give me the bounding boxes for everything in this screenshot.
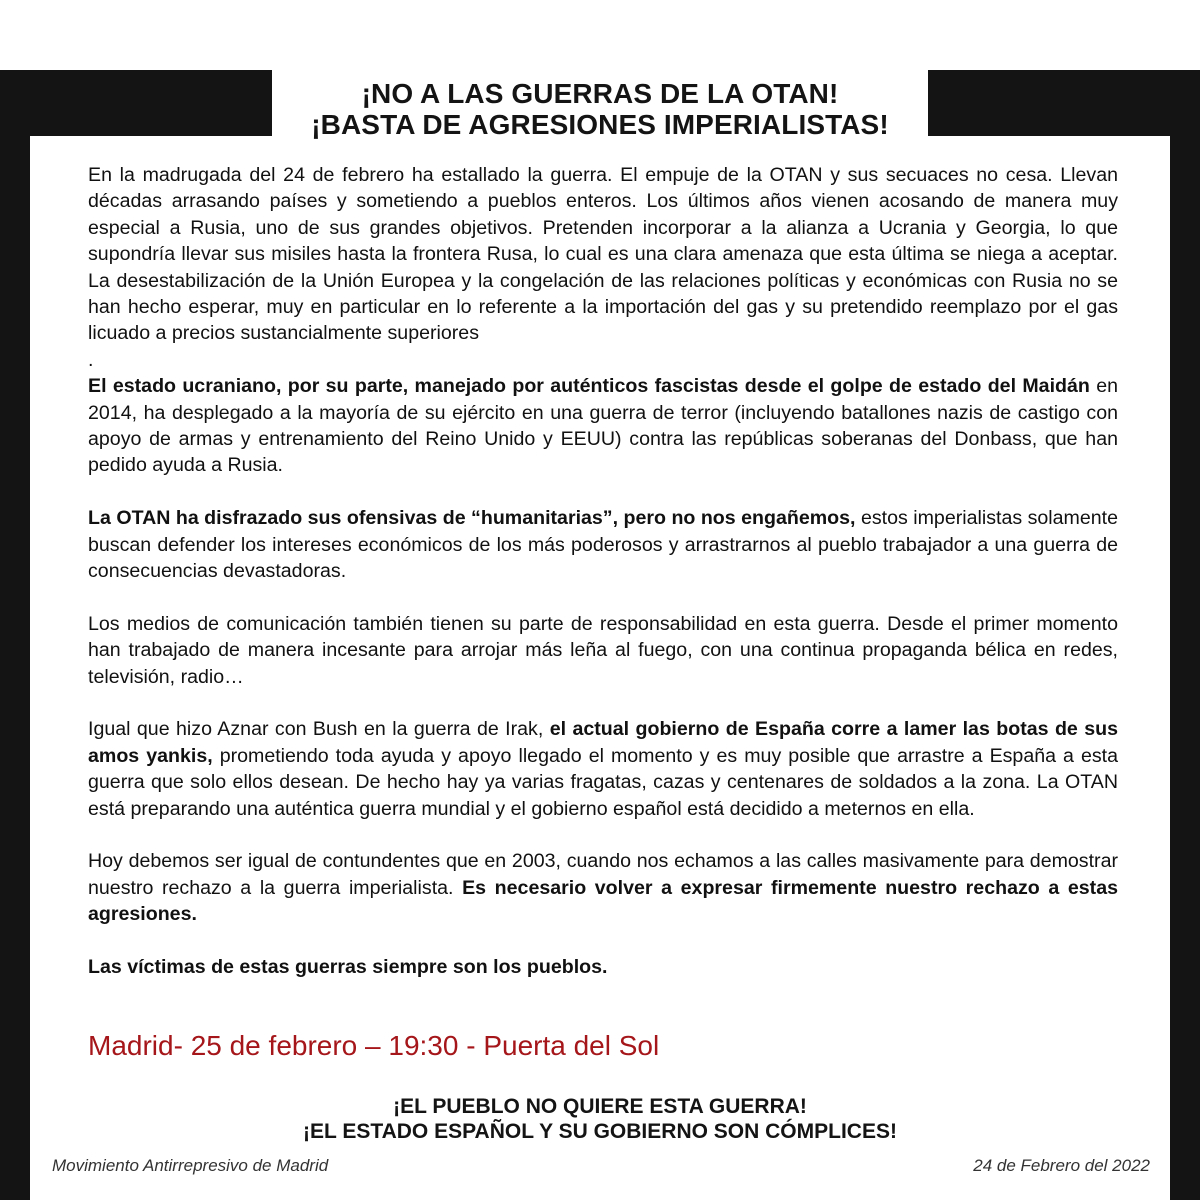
paragraph-call-emphasis: Es necesario volver a expresar firmemente nuestro rechazo a estas agresiones. bbox=[88, 876, 1118, 926]
paragraph-victims-emphasis: Las víctimas de estas guerras siempre son los pueblos. bbox=[88, 956, 608, 979]
title-line-2: ¡BASTA DE AGRESIONES IMPERIALISTAS! bbox=[311, 109, 889, 140]
header-bar-left bbox=[0, 70, 272, 136]
paragraph-call bbox=[88, 848, 1118, 927]
paragraph-otan bbox=[88, 505, 1118, 584]
closing-line-2: ¡EL ESTADO ESPAÑOL Y SU GOBIERNO SON CÓMPLICES! bbox=[303, 1120, 897, 1143]
paragraph-ukraine-text: en 2014, ha desplegado a la mayoría de su ejército en una guerra de terror (incluyendo batallones nazis de castigo con apoyo de armas y entrenamiento del Reino Unido y EEUU) contra las repúblicas soberanas del Donbass, que han pedido ayuda a Rusia. bbox=[88, 375, 1118, 477]
paragraph-intro: En la madrugada del 24 de febrero ha estallado la guerra. El empuje de la OTAN y sus secuaces no cesa. Llevan décadas arrasando países y sometiendo a pueblos enteros. Los últimos años vienen acosando de manera muy especial a Rusia, uno de sus grandes objetivos. Pretenden incorporar a la alianza a Ucrania y Georgia, lo que supondría llevar sus misiles hasta la frontera Rusa, lo cual es una clara amenaza que esta última se niega a aceptar. La desestabilización de la Unión Europea y la congelación de las relaciones políticas y económicas con Rusia no se han hecho esperar, muy en particular en lo referente a la importación del gas y su pretendido reemplazo por el gas licuado a precios sustancialmente superiores bbox=[88, 164, 1118, 345]
paragraph-ukraine bbox=[88, 373, 1118, 479]
closing-line-1: ¡EL PUEBLO NO QUIERE ESTA GUERRA! bbox=[393, 1095, 807, 1118]
paragraph-otan-emphasis: La OTAN ha disfrazado sus ofensivas de “humanitarias”, pero no nos engañemos, bbox=[88, 507, 856, 530]
footer-date: 24 de Febrero del 2022 bbox=[973, 1156, 1150, 1175]
statement-body bbox=[88, 162, 1118, 981]
page-title bbox=[272, 78, 928, 140]
closing-slogans bbox=[30, 1094, 1170, 1144]
paragraph-victims bbox=[88, 954, 1118, 980]
title-line-1: ¡NO A LAS GUERRAS DE LA OTAN! bbox=[361, 78, 839, 109]
frame-border-left bbox=[0, 136, 30, 1200]
paragraph-government-text: prometiendo toda ayuda y apoyo llegado el momento y es muy posible que arrastre a España a esta guerra que solo ellos desean. De hecho hay ya varias fragatas, cazas y centenares de soldados a la zona. La OTAN está preparando una auténtica guerra mundial y el gobierno español está decidido a meternos en ella. bbox=[88, 744, 1119, 820]
paragraph-government bbox=[88, 716, 1118, 822]
paragraph-separator-dot: . bbox=[88, 348, 94, 371]
footer-organization: Movimiento Antirrepresivo de Madrid bbox=[52, 1156, 329, 1175]
paragraph-government-intro: Igual que hizo Aznar con Bush en la guerra de Irak, bbox=[88, 718, 550, 741]
frame-border-right bbox=[1170, 136, 1200, 1200]
event-details: Madrid- 25 de febrero – 19:30 - Puerta del Sol bbox=[88, 1030, 660, 1061]
paragraph-media: Los medios de comunicación también tienen su parte de responsabilidad en esta guerra. Desde el primer momento han trabajado de manera incesante para arrojar más leña al fuego, con una continua propaganda bélica en redes, televisión, radio… bbox=[88, 612, 1118, 688]
paragraph-otan-text: estos imperialistas solamente buscan defender los intereses económicos de los más poderosos y arrastrarnos al pueblo trabajador a una guerra de consecuencias devastadoras. bbox=[88, 507, 1119, 583]
paragraph-ukraine-emphasis: El estado ucraniano, por su parte, manejado por auténticos fascistas desde el golpe de estado del Maidán bbox=[88, 375, 1090, 398]
header-bar-right bbox=[928, 70, 1200, 136]
paragraph-call-text: Hoy debemos ser igual de contundentes que en 2003, cuando nos echamos a las calles masivamente para demostrar nuestro rechazo a la guerra imperialista. bbox=[88, 850, 1118, 899]
paragraph-government-emphasis: el actual gobierno de España corre a lamer las botas de sus amos yankis, bbox=[88, 718, 1118, 767]
